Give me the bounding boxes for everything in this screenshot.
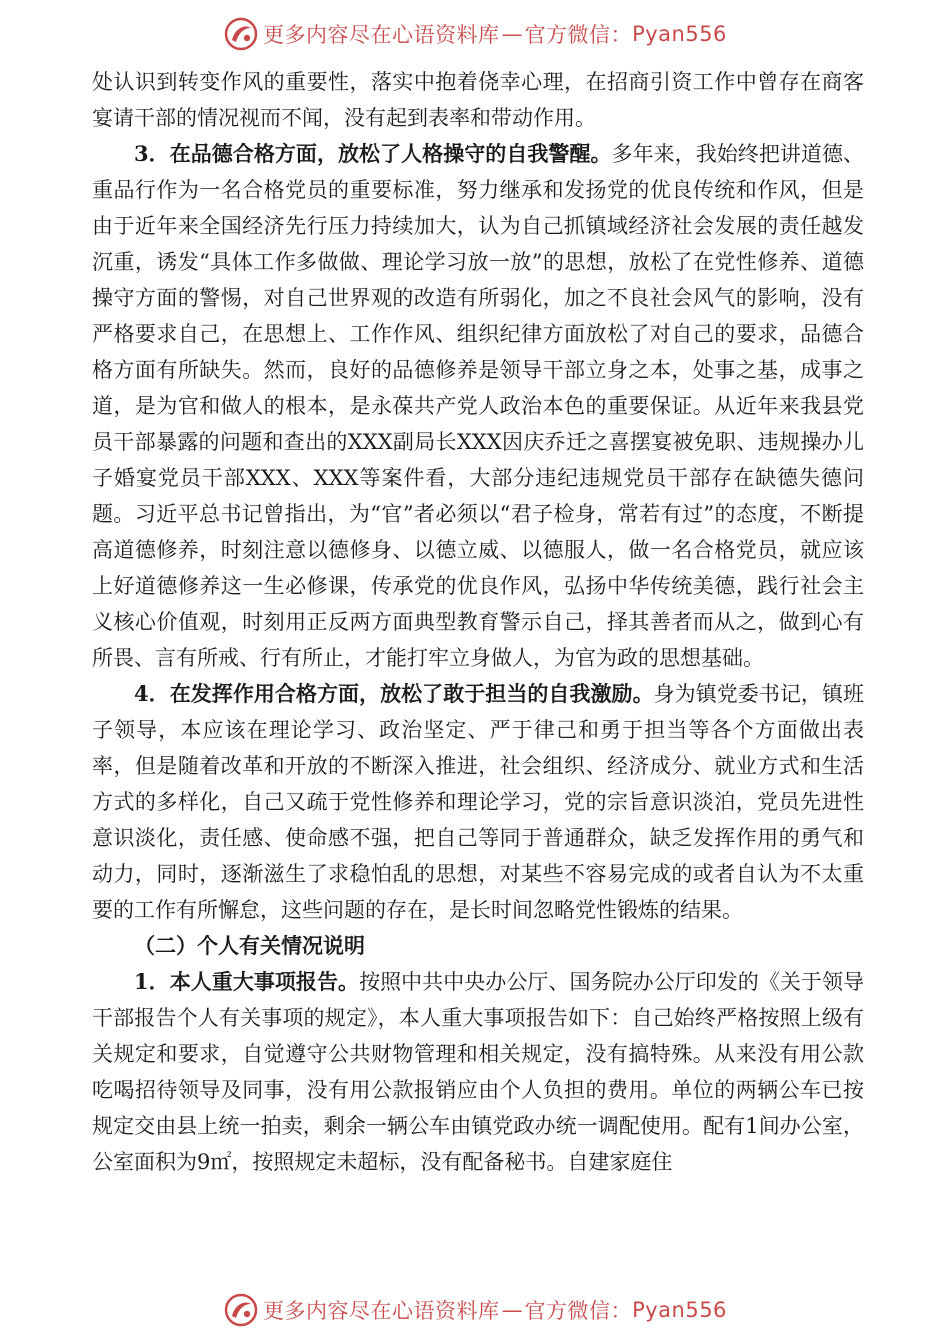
item-3-text: 多年来，我始终把讲道德、重品行作为一名合格党员的重要标准，努力继承和发扬党的优良传统和作风，但是由于近年来全国经济先行压力持续加大，认为自己抓镇域经济社会发展的责任越发沉重，诱发“具体工作多做做、理论学习放一放”的思想，放松了在党性修养、道德操守方面的警惕，对自己世界观的改造有所弱化，加之不良社会风气的影响，没有严格要求自己，在思想上、工作作风、组织纪律方面放松了对自己的要求，品德合格方面有所缺失。然而，良好的品德修养是领导干部立身之本，处事之基，成事之道，是为官和做人的根本，是永葆共产党人政治本色的重要保证。从近年来我县党员干部暴露的问题和查出的XXX副局长XXX因庆乔迁之喜摆宴被免职、违规操办儿子婚宴党员干部XXX、XXX等案件看，大部分违纪违规党员干部存在缺德失德问题。习近平总书记曾指出，为“官”者必须以“君子检身，常若有过”的态度，不断提高道德修养，时刻注意以德修身、以德立威、以德服人，做一名合格党员，就应该上好道德修养这一生必修课，传承党的优良作风，弘扬中华传统美德，践行社会主义核心价值观，时刻用正反两方面典型教育警示自己，择其善者而从之，做到心有所畏、言有所戒、行有所止，才能打牢立身做人，为官为政的思想基础。 xyxy=(92,142,864,670)
paragraph-item-4 xyxy=(92,676,864,928)
footer-banner-text: 更多内容尽在心语资料库 xyxy=(263,1299,500,1323)
footer-wechat-label: 官方微信： xyxy=(524,1299,633,1323)
logo-icon xyxy=(223,16,259,52)
paragraph-continuation: 处认识到转变作风的重要性，落实中抱着侥幸心理，在招商引资工作中曾存在商客宴请干部的情况视而不闻，没有起到表率和带动作用。 xyxy=(92,70,864,130)
logo-icon xyxy=(223,1292,259,1328)
item-4-heading: 4．在发挥作用合格方面，放松了敢于担当的自我激励。 xyxy=(134,681,654,706)
report-heading: 1．本人重大事项报告。 xyxy=(134,969,360,994)
report-text: 按照中共中央办公厅、国务院办公厅印发的《关于领导干部报告个人有关事项的规定》，本人重大事项报告如下：自己始终严格按照上级有关规定和要求，自觉遵守公共财物管理和相关规定，没有搞特殊。从来没有用公款吃喝招待领导及同事，没有用公款报销应由个人负担的费用。单位的两辆公车已按规定交由县上统一拍卖，剩余一辆公车由镇党政办统一调配使用。配有1间办公室，公室面积为9㎡，按照规定未超标，没有配备秘书。自建家庭住 xyxy=(92,970,864,1174)
paragraph-item-3 xyxy=(92,136,864,676)
item-3-heading: 3．在品德合格方面，放松了人格操守的自我警醒。 xyxy=(134,141,612,166)
header-banner xyxy=(0,14,950,54)
section-heading: （二）个人有关情况说明 xyxy=(134,933,365,958)
paragraph-report xyxy=(92,964,864,1180)
header-wechat-id: Pyan556 xyxy=(632,22,727,46)
header-banner-text: 更多内容尽在心语资料库 xyxy=(263,23,500,47)
document-body xyxy=(92,64,864,1180)
footer-separator: — xyxy=(501,1298,523,1322)
footer-wechat-id: Pyan556 xyxy=(632,1298,727,1322)
item-4-text: 身为镇党委书记，镇班子领导，本应该在理论学习、政治坚定、严于律己和勇于担当等各个方面做出表率，但是随着改革和开放的不断深入推进，社会组织、经济成分、就业方式和生活方式的多样化，自己又疏于党性修养和理论学习，党的宗旨意识淡泊，党员先进性意识淡化，责任感、使命感不强，把自己等同于普通群众，缺乏发挥作用的勇气和动力，同时，逐渐滋生了求稳怕乱的思想，对某些不容易完成的或者自认为不太重要的工作有所懈怠，这些问题的存在，是长时间忽略党性锻炼的结果。 xyxy=(92,682,864,922)
footer-banner xyxy=(0,1290,950,1330)
header-wechat-label: 官方微信： xyxy=(524,23,633,47)
header-separator: — xyxy=(501,22,523,46)
